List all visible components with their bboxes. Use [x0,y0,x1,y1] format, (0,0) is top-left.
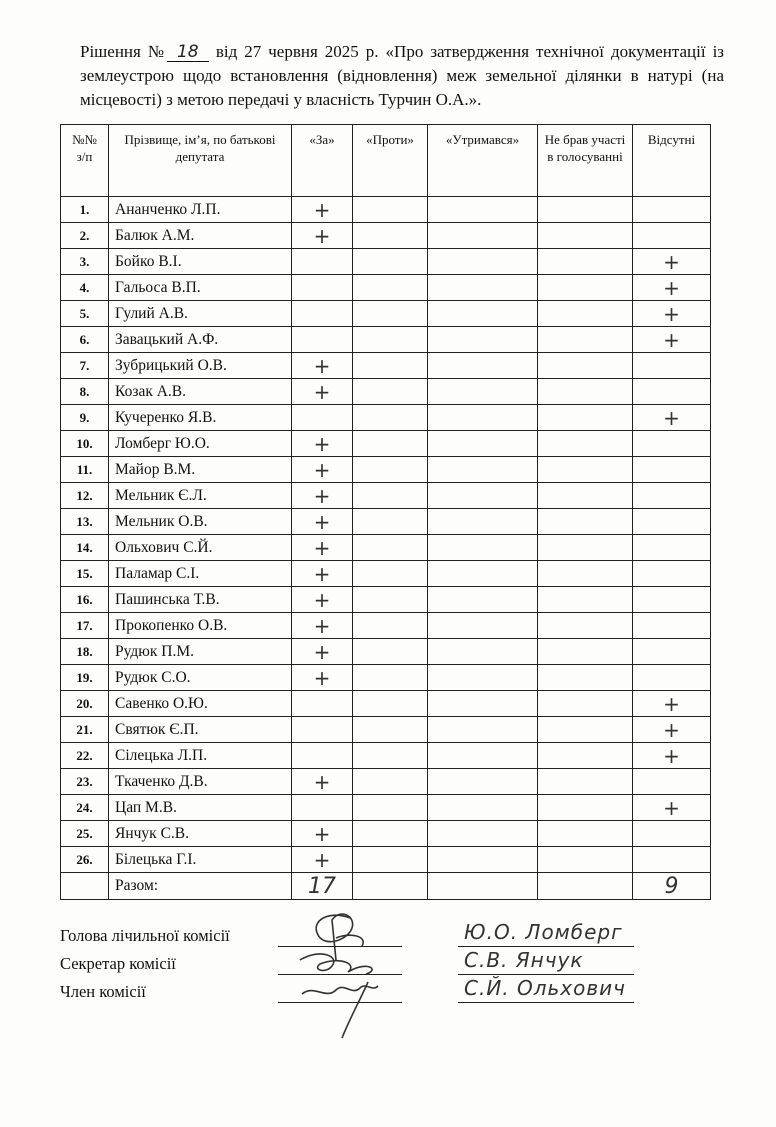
vote-cell-abstained [428,743,538,769]
deputy-name: Янчук С.В. [109,821,292,847]
row-number: 20. [61,691,109,717]
vote-cell-against [353,795,428,821]
row-number: 21. [61,717,109,743]
row-number: 6. [61,327,109,353]
vote-cell-abstained [428,535,538,561]
vote-cell-abstained [428,561,538,587]
row-number: 14. [61,535,109,561]
vote-cell-abstained [428,457,538,483]
row-number: 26. [61,847,109,873]
table-row [61,457,711,483]
total-absent: 9 [633,873,711,900]
vote-cell-absent [633,457,711,483]
table-row [61,847,711,873]
vote-cell-not-voted [538,301,633,327]
vote-cell-against [353,483,428,509]
vote-cell-abstained [428,717,538,743]
vote-cell-abstained [428,821,538,847]
table-header-row [61,125,711,197]
col-header-abstained: «Утримався» [428,125,538,197]
vote-cell-abstained [428,405,538,431]
row-number: 19. [61,665,109,691]
signature-line [278,974,402,975]
row-number: 9. [61,405,109,431]
vote-cell-not-voted [538,613,633,639]
vote-cell-absent: + [633,275,711,301]
table-row [61,223,711,249]
table-row [61,249,711,275]
deputy-name: Балюк А.М. [109,223,292,249]
row-number: 22. [61,743,109,769]
vote-cell-absent [633,535,711,561]
vote-cell-abstained [428,379,538,405]
handwritten-name-member: С.Й. Ольхович [464,976,626,1000]
table-row [61,535,711,561]
deputy-name: Завацький А.Ф. [109,327,292,353]
deputy-name: Савенко О.Ю. [109,691,292,717]
vote-cell-for: + [292,769,353,795]
vote-cell-absent [633,483,711,509]
table-row [61,639,711,665]
vote-cell-absent [633,613,711,639]
vote-cell-absent [633,431,711,457]
vote-cell-for: + [292,379,353,405]
row-number: 25. [61,821,109,847]
vote-cell-against [353,223,428,249]
vote-cell-against [353,457,428,483]
deputy-name: Мельник О.В. [109,509,292,535]
vote-cell-abstained [428,483,538,509]
deputy-name: Ткаченко Д.В. [109,769,292,795]
vote-cell-for: + [292,821,353,847]
table-row [61,691,711,717]
totals-label: Разом: [109,873,292,900]
decision-subject: «Про затвердження технічної документації із землеустрою щодо встановлення (відновлення) меж земельної ділянки в натурі (на місцевості) з метою передачі у власність Турчин О.А.». [80,42,725,109]
vote-cell-abstained [428,327,538,353]
vote-cell-not-voted [538,353,633,379]
table-body [61,197,711,873]
deputy-name: Сілецька Л.П. [109,743,292,769]
vote-cell-against [353,405,428,431]
vote-cell-abstained [428,509,538,535]
vote-cell-absent [633,639,711,665]
vote-cell-not-voted [538,847,633,873]
vote-cell-against [353,613,428,639]
row-number: 15. [61,561,109,587]
vote-cell-against [353,431,428,457]
vote-cell-for: + [292,847,353,873]
row-number: 13. [61,509,109,535]
row-number: 3. [61,249,109,275]
decision-header [80,40,724,112]
vote-cell-against [353,535,428,561]
vote-cell-not-voted [538,197,633,223]
vote-cell-not-voted [538,561,633,587]
table-row [61,587,711,613]
table-row [61,197,711,223]
vote-cell-not-voted [538,639,633,665]
vote-cell-against [353,275,428,301]
vote-cell-absent: + [633,327,711,353]
vote-cell-abstained [428,613,538,639]
deputy-name: Ольхович С.Й. [109,535,292,561]
vote-cell-abstained [428,197,538,223]
vote-cell-for: + [292,509,353,535]
vote-cell-absent [633,665,711,691]
deputy-name: Ломберг Ю.О. [109,431,292,457]
vote-cell-not-voted [538,509,633,535]
vote-cell-absent: + [633,691,711,717]
deputy-name: Зубрицький О.В. [109,353,292,379]
signature-row-chair [60,922,700,950]
row-number: 18. [61,639,109,665]
vote-cell-not-voted [538,223,633,249]
deputy-name: Рудюк П.М. [109,639,292,665]
total-not-voted [538,873,633,900]
row-number: 8. [61,379,109,405]
deputy-name: Майор В.М. [109,457,292,483]
vote-cell-not-voted [538,379,633,405]
vote-cell-for: + [292,457,353,483]
vote-cell-against [353,353,428,379]
vote-cell-not-voted [538,457,633,483]
table-row [61,743,711,769]
vote-cell-abstained [428,665,538,691]
vote-cell-abstained [428,691,538,717]
deputy-name: Пашинська Т.В. [109,587,292,613]
row-number: 24. [61,795,109,821]
vote-cell-against [353,717,428,743]
vote-cell-not-voted [538,795,633,821]
vote-cell-for: + [292,561,353,587]
vote-cell-against [353,769,428,795]
deputy-name: Святюк Є.П. [109,717,292,743]
vote-cell-for [292,717,353,743]
deputy-name: Гальоса В.П. [109,275,292,301]
vote-cell-against [353,197,428,223]
table-row [61,405,711,431]
vote-cell-for [292,405,353,431]
col-header-name: Прізвище, ім’я, по батькові депутата [109,125,292,197]
vote-cell-absent: + [633,795,711,821]
vote-cell-for: + [292,353,353,379]
vote-cell-absent [633,561,711,587]
total-for: 17 [292,873,353,900]
vote-cell-not-voted [538,483,633,509]
vote-cell-for [292,327,353,353]
table-row [61,769,711,795]
signature-line [278,1002,402,1003]
row-number: 23. [61,769,109,795]
handwritten-name-secretary: С.В. Янчук [464,948,584,972]
role-chair: Голова лічильної комісії [60,926,230,945]
table-row [61,717,711,743]
row-number: 12. [61,483,109,509]
vote-cell-against [353,665,428,691]
table-row [61,561,711,587]
vote-cell-abstained [428,795,538,821]
table-row [61,301,711,327]
row-number: 10. [61,431,109,457]
vote-cell-abstained [428,639,538,665]
vote-cell-not-voted [538,535,633,561]
vote-cell-absent: + [633,717,711,743]
vote-cell-against [353,639,428,665]
vote-cell-not-voted [538,717,633,743]
vote-cell-abstained [428,847,538,873]
vote-cell-for: + [292,665,353,691]
vote-cell-against [353,561,428,587]
vote-cell-against [353,379,428,405]
vote-cell-not-voted [538,691,633,717]
row-number: 17. [61,613,109,639]
vote-cell-for: + [292,197,353,223]
vote-cell-absent: + [633,301,711,327]
vote-cell-absent [633,847,711,873]
deputy-name: Гулий А.В. [109,301,292,327]
vote-cell-against [353,249,428,275]
vote-cell-absent [633,587,711,613]
deputy-name: Ананченко Л.П. [109,197,292,223]
vote-cell-for [292,691,353,717]
col-header-against: «Проти» [353,125,428,197]
vote-cell-for [292,743,353,769]
vote-cell-absent: + [633,743,711,769]
vote-cell-not-voted [538,405,633,431]
table-row [61,379,711,405]
decision-prefix: Рішення № [80,42,167,61]
decision-number-blank [167,43,209,62]
vote-cell-abstained [428,249,538,275]
signature-line [278,946,402,947]
vote-cell-not-voted [538,769,633,795]
vote-cell-absent [633,353,711,379]
decision-date: від 27 червня 2025 р. [215,42,379,61]
deputy-name: Бойко В.І. [109,249,292,275]
total-abstained [428,873,538,900]
name-line [458,974,634,975]
row-number: 16. [61,587,109,613]
vote-cell-for: + [292,613,353,639]
vote-cell-against [353,821,428,847]
row-number: 1. [61,197,109,223]
vote-cell-abstained [428,301,538,327]
vote-cell-for: + [292,587,353,613]
vote-cell-absent [633,509,711,535]
table-row [61,795,711,821]
vote-cell-against [353,327,428,353]
vote-cell-absent: + [633,405,711,431]
row-number: 11. [61,457,109,483]
deputy-name: Паламар С.І. [109,561,292,587]
deputy-name: Білецька Г.І. [109,847,292,873]
vote-cell-for [292,275,353,301]
vote-cell-for [292,249,353,275]
row-number: 2. [61,223,109,249]
table-row [61,821,711,847]
table-row [61,275,711,301]
table-row [61,353,711,379]
deputy-name: Мельник Є.Л. [109,483,292,509]
vote-cell-absent [633,223,711,249]
signature-row-secretary [60,950,700,978]
col-header-num: №№ з/п [61,125,109,197]
row-number: 5. [61,301,109,327]
vote-cell-absent [633,769,711,795]
voting-table [60,124,711,900]
table-row [61,509,711,535]
vote-cell-not-voted [538,587,633,613]
table-row [61,483,711,509]
name-line [458,946,634,947]
vote-cell-for: + [292,223,353,249]
vote-cell-for: + [292,431,353,457]
vote-cell-absent: + [633,249,711,275]
vote-cell-against [353,587,428,613]
vote-cell-not-voted [538,275,633,301]
vote-cell-against [353,509,428,535]
commission-signatures [60,922,700,1006]
totals-num-cell [61,873,109,900]
vote-cell-against [353,743,428,769]
deputy-name: Козак А.В. [109,379,292,405]
vote-cell-absent [633,197,711,223]
vote-cell-absent [633,821,711,847]
role-member: Член комісії [60,982,146,1001]
vote-cell-abstained [428,275,538,301]
row-number: 7. [61,353,109,379]
vote-cell-for: + [292,639,353,665]
vote-cell-not-voted [538,327,633,353]
table-row [61,431,711,457]
col-header-not-voted: Не брав участі в голосуванні [538,125,633,197]
vote-cell-not-voted [538,743,633,769]
vote-cell-for [292,795,353,821]
col-header-absent: Відсутні [633,125,711,197]
vote-cell-not-voted [538,665,633,691]
vote-cell-for: + [292,483,353,509]
deputy-name: Прокопенко О.В. [109,613,292,639]
name-line [458,1002,634,1003]
table-row [61,327,711,353]
table-row [61,665,711,691]
deputy-name: Цап М.В. [109,795,292,821]
decision-number: 18 [176,42,199,62]
vote-cell-abstained [428,769,538,795]
row-number: 4. [61,275,109,301]
vote-cell-for: + [292,535,353,561]
vote-cell-absent [633,379,711,405]
deputy-name: Рудюк С.О. [109,665,292,691]
vote-cell-abstained [428,223,538,249]
handwritten-name-chair: Ю.О. Ломберг [464,920,623,944]
deputy-name: Кучеренко Я.В. [109,405,292,431]
vote-cell-not-voted [538,249,633,275]
col-header-for: «За» [292,125,353,197]
vote-cell-against [353,691,428,717]
vote-cell-abstained [428,431,538,457]
vote-cell-against [353,301,428,327]
vote-cell-for [292,301,353,327]
table-row [61,613,711,639]
vote-cell-not-voted [538,431,633,457]
role-secretary: Секретар комісії [60,954,176,973]
vote-cell-abstained [428,353,538,379]
vote-cell-against [353,847,428,873]
vote-cell-not-voted [538,821,633,847]
signature-row-member [60,978,700,1006]
vote-cell-abstained [428,587,538,613]
